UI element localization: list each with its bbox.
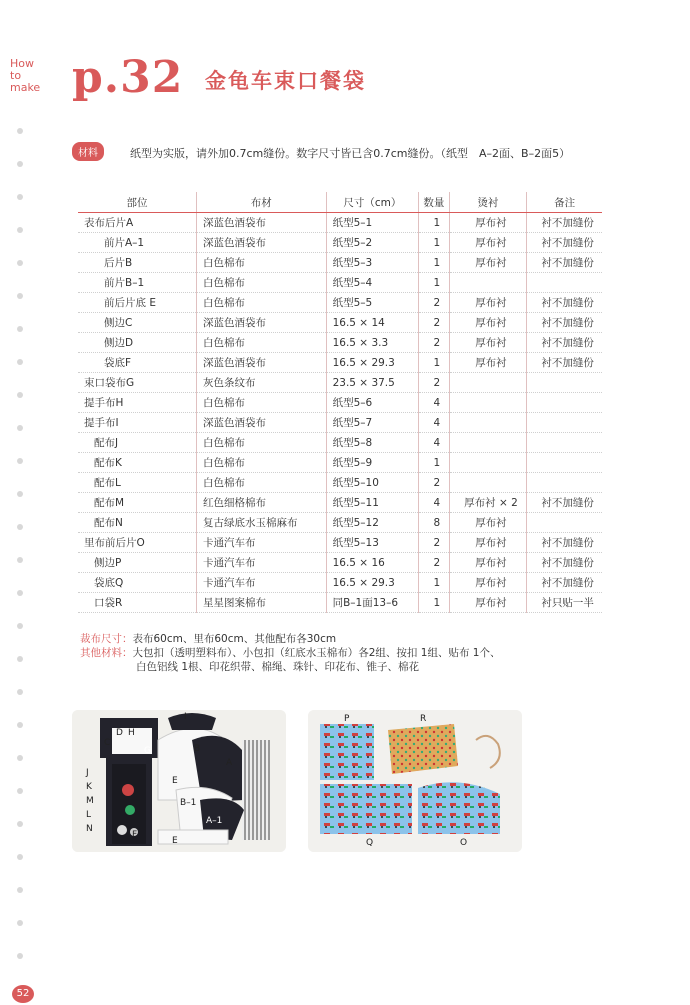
table-row: [78, 533, 602, 553]
other-materials-label: 其他材料：: [80, 647, 133, 659]
cell-interfacing: [449, 433, 526, 453]
cell-size: 同B–1面13–6: [326, 593, 418, 613]
cell-qty: 4: [419, 393, 450, 413]
cell-part: 袋底F: [78, 353, 197, 373]
cell-size: 纸型5–10: [326, 473, 418, 493]
cell-note: [527, 513, 602, 533]
table-row: [78, 493, 602, 513]
cell-part: 配布K: [78, 453, 197, 473]
make-text: make: [10, 81, 41, 94]
cell-fabric: 白色棉布: [197, 293, 327, 313]
cell-qty: 2: [419, 553, 450, 573]
photo1-label-g: G: [144, 746, 151, 756]
cell-qty: 4: [419, 433, 450, 453]
cell-part: 侧边C: [78, 313, 197, 333]
cell-size: 16.5 × 29.3: [326, 353, 418, 373]
cell-fabric: 红色细格棉布: [197, 493, 327, 513]
cell-part: 表布后片A: [78, 213, 197, 233]
photo2-label-p: P: [344, 714, 350, 724]
photo1-label-k: K: [86, 782, 92, 792]
cell-fabric: 白色棉布: [197, 473, 327, 493]
table-row: [78, 553, 602, 573]
cell-fabric: 卡通汽车布: [197, 553, 327, 573]
cutting-info: [80, 632, 500, 674]
photo2-label-r: R: [420, 714, 427, 724]
cell-interfacing: 厚布衬: [449, 313, 526, 333]
cell-part: 前片A–1: [78, 233, 197, 253]
header-interfacing: 烫衬: [449, 192, 526, 213]
cell-note: 衬不加缝份: [527, 533, 602, 553]
cell-part: 配布N: [78, 513, 197, 533]
cell-note: 衬不加缝份: [527, 233, 602, 253]
table-row: [78, 593, 602, 613]
to-text: to: [10, 69, 22, 82]
cell-interfacing: 厚布衬: [449, 513, 526, 533]
cell-interfacing: [449, 393, 526, 413]
cell-qty: 8: [419, 513, 450, 533]
table-row: [78, 413, 602, 433]
cell-interfacing: 厚布衬: [449, 233, 526, 253]
cell-interfacing: [449, 413, 526, 433]
cut-size-text: 表布60cm、里布60cm、其他配布各30cm: [132, 633, 337, 645]
cell-note: [527, 393, 602, 413]
cell-part: 侧边P: [78, 553, 197, 573]
cell-note: 衬不加缝份: [527, 493, 602, 513]
header-fabric: 布材: [197, 192, 327, 213]
cell-qty: 1: [419, 593, 450, 613]
cell-interfacing: [449, 473, 526, 493]
table-row: [78, 473, 602, 493]
photo1-label-c: C: [104, 738, 111, 748]
cell-part: 前片B–1: [78, 273, 197, 293]
photo1-label-l: L: [86, 810, 92, 820]
cell-interfacing: 厚布衬: [449, 353, 526, 373]
cell-size: 纸型5–4: [326, 273, 418, 293]
cell-note: 衬不加缝份: [527, 333, 602, 353]
parts-table: [78, 192, 602, 613]
cell-qty: 2: [419, 473, 450, 493]
materials-note: 纸型为实版，请外加0.7cm缝份。数字尺寸皆已含0.7cm缝份。（纸型 A–2面、B–2面5）: [130, 147, 571, 160]
photo1-label-m: M: [86, 796, 94, 806]
photo1-label-e-upper: E: [172, 776, 178, 786]
cell-part: 口袋R: [78, 593, 197, 613]
table-row: [78, 373, 602, 393]
cell-size: 纸型5–11: [326, 493, 418, 513]
cell-size: 23.5 × 37.5: [326, 373, 418, 393]
how-to-make-label: [10, 58, 40, 94]
other-materials-text: 大包扣（透明塑料布）、小包扣（红底水玉棉布）各2组、按扣 1组、贴布 1个、: [132, 647, 501, 659]
photo1-label-j: J: [86, 768, 89, 778]
materials-badge: 材料: [72, 142, 104, 161]
fabric-pieces-photo-2: [308, 710, 522, 852]
cell-interfacing: 厚布衬: [449, 253, 526, 273]
fabric-pieces-photo-1: [72, 710, 286, 852]
photo1-label-n: N: [86, 824, 93, 834]
photo1-label-e-lower: E: [172, 836, 178, 846]
cell-note: [527, 413, 602, 433]
photo1-label-d: D: [116, 728, 123, 738]
cell-note: 衬不加缝份: [527, 353, 602, 373]
cell-qty: 2: [419, 313, 450, 333]
cell-note: 衬不加缝份: [527, 313, 602, 333]
cell-fabric: 星星图案棉布: [197, 593, 327, 613]
cell-part: 后片B: [78, 253, 197, 273]
table-row: [78, 353, 602, 373]
table-row: [78, 253, 602, 273]
cell-interfacing: 厚布衬: [449, 573, 526, 593]
cell-size: 纸型5–9: [326, 453, 418, 473]
cell-interfacing: 厚布衬: [449, 553, 526, 573]
cell-fabric: 白色棉布: [197, 393, 327, 413]
cell-fabric: 深蓝色酒袋布: [197, 413, 327, 433]
cell-size: 纸型5–6: [326, 393, 418, 413]
table-row: [78, 453, 602, 473]
binding-dots: [17, 128, 25, 986]
cell-qty: 1: [419, 213, 450, 233]
cell-interfacing: 厚布衬 × 2: [449, 493, 526, 513]
cell-qty: 1: [419, 233, 450, 253]
photo1-label-i: I: [184, 712, 187, 722]
cell-fabric: 深蓝色酒袋布: [197, 313, 327, 333]
cell-interfacing: [449, 373, 526, 393]
page-title: 金龟车束口餐袋: [205, 69, 366, 93]
cell-size: 纸型5–1: [326, 213, 418, 233]
cell-fabric: 复古绿底水玉棉麻布: [197, 513, 327, 533]
table-row: [78, 273, 602, 293]
cell-part: 里布前后片O: [78, 533, 197, 553]
cell-interfacing: [449, 273, 526, 293]
cell-note: [527, 453, 602, 473]
cell-note: 衬不加缝份: [527, 553, 602, 573]
cell-fabric: 白色棉布: [197, 453, 327, 473]
header-qty: 数量: [419, 192, 450, 213]
cell-part: 提手布H: [78, 393, 197, 413]
cell-interfacing: 厚布衬: [449, 533, 526, 553]
cell-qty: 1: [419, 573, 450, 593]
cell-note: 衬不加缝份: [527, 253, 602, 273]
cell-qty: 4: [419, 493, 450, 513]
page-number: 52: [12, 985, 34, 1003]
photo1-label-f: F: [132, 830, 138, 840]
photo1-label-b: B: [194, 744, 201, 754]
cell-fabric: 白色棉布: [197, 433, 327, 453]
cell-part: 配布M: [78, 493, 197, 513]
cell-fabric: 深蓝色酒袋布: [197, 213, 327, 233]
cell-note: 衬不加缝份: [527, 293, 602, 313]
table-row: [78, 333, 602, 353]
page-ref: [72, 52, 183, 103]
cell-fabric: 白色棉布: [197, 273, 327, 293]
table-row: [78, 433, 602, 453]
cell-size: 16.5 × 3.3: [326, 333, 418, 353]
how-text: How: [10, 57, 34, 70]
cell-size: 16.5 × 16: [326, 553, 418, 573]
cell-note: [527, 433, 602, 453]
table-row: [78, 513, 602, 533]
cut-size-label: 裁布尺寸：: [80, 633, 133, 645]
cell-part: 前后片底 E: [78, 293, 197, 313]
table-header-row: [78, 192, 602, 213]
cell-part: 侧边D: [78, 333, 197, 353]
page-ref-number: 32: [120, 52, 184, 103]
cell-qty: 4: [419, 413, 450, 433]
cell-size: 纸型5–3: [326, 253, 418, 273]
cell-size: 纸型5–13: [326, 533, 418, 553]
cell-qty: 2: [419, 333, 450, 353]
cell-interfacing: [449, 453, 526, 473]
cell-fabric: 深蓝色酒袋布: [197, 233, 327, 253]
cell-interfacing: 厚布衬: [449, 593, 526, 613]
cell-fabric: 卡通汽车布: [197, 533, 327, 553]
cell-fabric: 深蓝色酒袋布: [197, 353, 327, 373]
cell-qty: 1: [419, 353, 450, 373]
cell-qty: 1: [419, 253, 450, 273]
table-row: [78, 233, 602, 253]
page-ref-prefix: p.: [72, 52, 121, 103]
table-row: [78, 573, 602, 593]
cell-part: 配布J: [78, 433, 197, 453]
photo1-label-b1: B–1: [180, 798, 197, 808]
cell-fabric: 卡通汽车布: [197, 573, 327, 593]
table-row: [78, 213, 602, 233]
cell-qty: 2: [419, 533, 450, 553]
photo2-label-o: O: [460, 838, 468, 848]
cell-qty: 2: [419, 293, 450, 313]
cell-part: 袋底Q: [78, 573, 197, 593]
cell-fabric: 白色棉布: [197, 333, 327, 353]
table-row: [78, 313, 602, 333]
table-row: [78, 293, 602, 313]
cell-qty: 2: [419, 373, 450, 393]
cell-fabric: 白色棉布: [197, 253, 327, 273]
header-part: 部位: [78, 192, 197, 213]
cell-part: 配布L: [78, 473, 197, 493]
cell-interfacing: 厚布衬: [449, 213, 526, 233]
photo1-label-a1: A–1: [206, 816, 223, 826]
header-size: 尺寸（cm）: [326, 192, 418, 213]
cell-note: [527, 273, 602, 293]
cell-interfacing: 厚布衬: [449, 293, 526, 313]
cell-part: 束口袋布G: [78, 373, 197, 393]
table-row: [78, 393, 602, 413]
cell-note: 衬不加缝份: [527, 213, 602, 233]
cell-size: 16.5 × 29.3: [326, 573, 418, 593]
photo1-label-h: H: [128, 728, 135, 738]
cell-size: 纸型5–7: [326, 413, 418, 433]
cell-part: 提手布I: [78, 413, 197, 433]
cell-note: [527, 373, 602, 393]
cell-size: 16.5 × 14: [326, 313, 418, 333]
header-note: 备注: [527, 192, 602, 213]
cell-qty: 1: [419, 273, 450, 293]
photo2-illustration: [308, 710, 522, 852]
photo1-label-a: A: [226, 758, 233, 768]
cell-fabric: 灰色条纹布: [197, 373, 327, 393]
cell-size: 纸型5–2: [326, 233, 418, 253]
cell-note: 衬不加缝份: [527, 573, 602, 593]
cell-interfacing: 厚布衬: [449, 333, 526, 353]
cell-size: 纸型5–5: [326, 293, 418, 313]
cell-qty: 1: [419, 453, 450, 473]
cell-size: 纸型5–12: [326, 513, 418, 533]
other-materials-text-2: 白色铝线 1根、印花织带、棉绳、珠针、印花布、锥子、棉花: [136, 661, 420, 673]
photo1-illustration: [72, 710, 286, 852]
cell-note: 衬只贴一半: [527, 593, 602, 613]
photo2-label-q: Q: [366, 838, 374, 848]
cell-note: [527, 473, 602, 493]
cell-size: 纸型5–8: [326, 433, 418, 453]
